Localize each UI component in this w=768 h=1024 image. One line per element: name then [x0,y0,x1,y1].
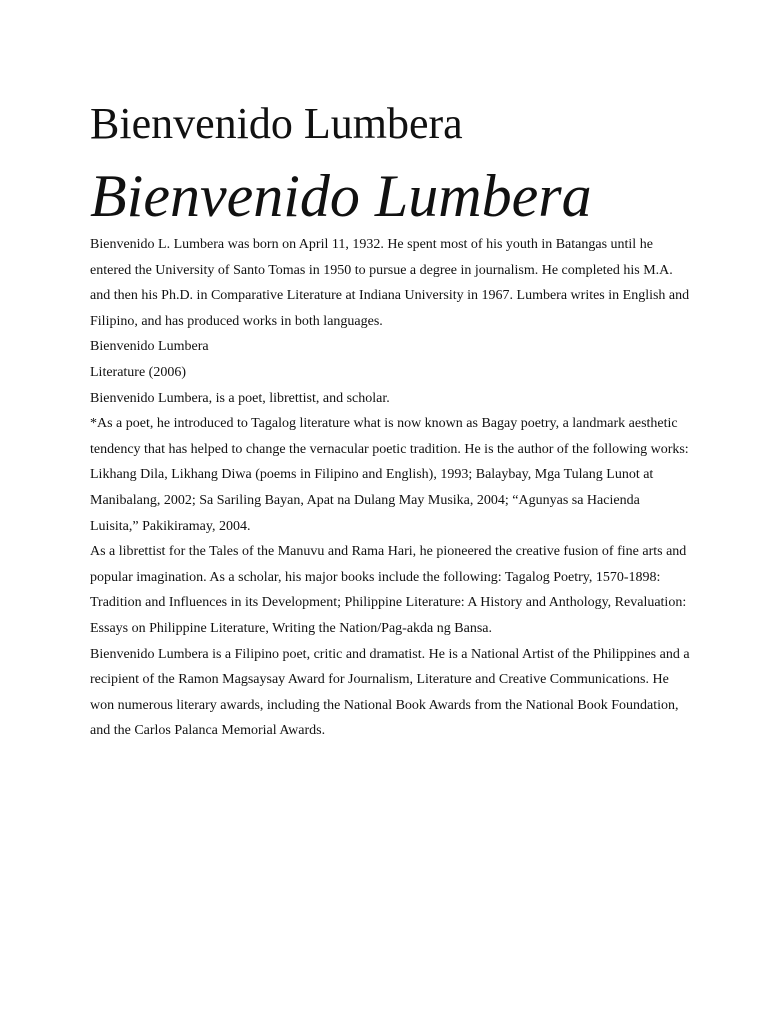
paragraph-national-artist: Bienvenido Lumbera is a Filipino poet, critic and dramatist. He is a National Artist of the Philippines and a recipient of the Ramon Magsaysay Award for Journalism, Literature and Creative Communications. He won numerous literary awards, including the National Book Awards from the National Book Foundation, and the Carlos Palanca Memorial Awards. [90,646,690,739]
paragraph-poet: *As a poet, he introduced to Tagalog literature what is now known as Bagay poetry, a landmark aesthetic tendency that has helped to change the vernacular poetic tradition. He is the author of the following works: Likhang Dila, Likhang Diwa (poems in Filipino and English), 1993; Balaybay, Mga Tulang Lunot at Manibalang, 2002; Sa Sariling Bayan, Apat na Dulang May Musika, 2004; “Agunyas sa Hacienda Luisita,” Pakikiramay, 2004. [90,416,689,534]
paragraph-award-category: Literature (2006) [90,364,187,380]
document-body [90,232,690,744]
document-title-italic: Bienvenido Lumbera [90,163,592,229]
paragraph-biography: Bienvenido L. Lumbera was born on April 11, 1932. He spent most of his youth in Batangas until he entered the University of Santo Tomas in 1950 to pursue a degree in journalism. He completed his M.A. and then his Ph.D. in Comparative Literature at Indiana University in 1967. Lumbera writes in English and Filipino, and has produced works in both languages. [90,237,690,329]
paragraph-summary: Bienvenido Lumbera, is a poet, librettist, and scholar. [90,390,390,406]
document-page [90,98,690,744]
paragraph-librettist-scholar: As a librettist for the Tales of the Manuvu and Rama Hari, he pioneered the creative fusion of fine arts and popular imagination. As a scholar, his major books include the following: Tagalog Poetry, 1570-1898: Tradition and Influences in its Development; Philippine Literature: A History and Anthology, Revaluation: Essays on Philippine Literature, Writing the Nation/Pag-akda ng Bansa. [90,544,687,636]
document-title: Bienvenido Lumbera [90,99,463,148]
paragraph-name: Bienvenido Lumbera [90,339,209,355]
